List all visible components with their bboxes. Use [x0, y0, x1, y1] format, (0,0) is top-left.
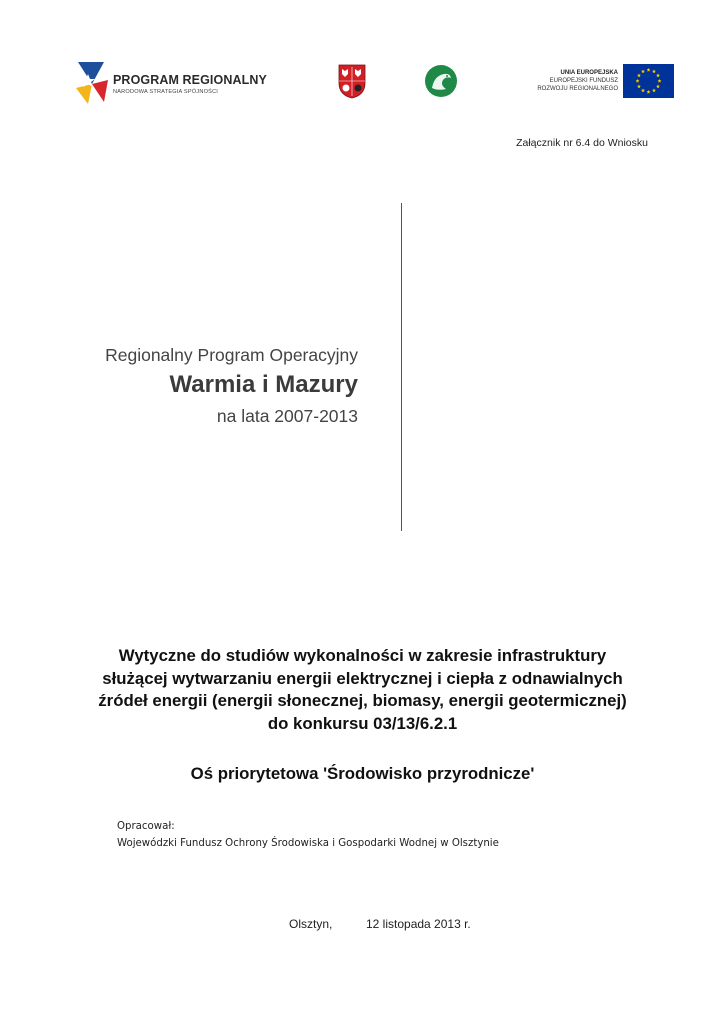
- program-name: Regionalny Program Operacyjny: [105, 345, 358, 365]
- program-logo-title: PROGRAM REGIONALNY: [113, 73, 267, 87]
- eu-flag-icon: [623, 64, 674, 98]
- program-period: na lata 2007-2013: [216, 406, 358, 426]
- eu-text-line1: UNIA EUROPEJSKA: [560, 70, 618, 76]
- guidelines-title: [50, 645, 675, 735]
- guidelines-title-line: do konkursu 03/13/6.2.1: [267, 713, 458, 733]
- coat-of-arms-icon: [337, 63, 367, 99]
- vertical-divider: [401, 203, 402, 531]
- prepared-by-label: Opracował:: [117, 821, 175, 832]
- guidelines-title-line: źródeł energii (energii słonecznej, biomasy, energii geotermicznej): [98, 691, 627, 711]
- eu-logo-text: [534, 69, 618, 93]
- footer-city: Olsztyn,: [289, 917, 333, 931]
- eu-text-line2: EUROPEJSKI FUNDUSZ: [549, 78, 618, 84]
- program-logo-subtitle: NARODOWA STRATEGIA SPÓJNOŚCI: [113, 89, 219, 95]
- prepared-by-organization: Wojewódzki Fundusz Ochrony Środowiska i Gospodarki Wodnej w Olsztynie: [117, 838, 499, 849]
- attachment-note: Załącznik nr 6.4 do Wniosku: [516, 137, 648, 149]
- eu-text-line3: ROZWOJU REGIONALNEGO: [537, 86, 618, 92]
- priority-axis: Oś priorytetowa 'Środowisko przyrodnicze': [190, 764, 535, 783]
- guidelines-title-line: Wytyczne do studiów wykonalności w zakresie infrastruktury: [118, 646, 607, 665]
- footer-date: 12 listopada 2013 r.: [366, 917, 471, 931]
- logo-yellow-shape: [76, 84, 92, 104]
- program-region: Warmia i Mazury: [169, 371, 358, 398]
- guidelines-title-line: służącej wytwarzaniu energii elektrycznej i ciepła z odnawialnych: [102, 668, 623, 688]
- green-region-logo: [424, 64, 458, 98]
- logo-red-shape: [92, 80, 108, 102]
